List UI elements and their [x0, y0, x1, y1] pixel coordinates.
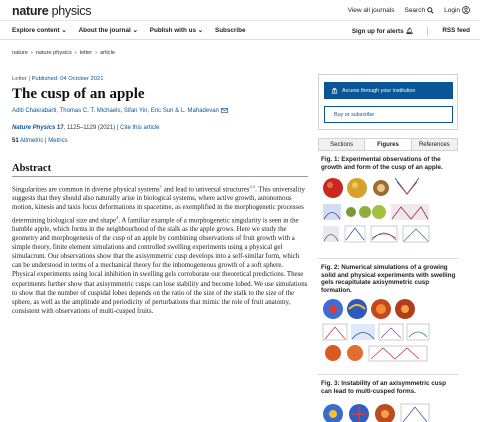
main-nav [0, 24, 480, 40]
institution-icon [331, 87, 338, 94]
abstract-heading: Abstract [12, 163, 52, 174]
bell-icon: 🔔︎ [405, 28, 414, 35]
published-date: Published: 04 October 2021 [31, 76, 104, 82]
article-meta: Letter | Published: 04 October 2021 [12, 76, 104, 82]
top-bar [0, 0, 480, 21]
chevron-right-icon: › [74, 50, 77, 56]
subscribe-link[interactable]: Subscribe [215, 27, 246, 34]
email-icon[interactable] [221, 108, 228, 113]
buy-subscribe-button[interactable]: Buy or subscribe [324, 106, 453, 123]
article-title: The cusp of an apple [12, 86, 145, 102]
site-logo[interactable]: nature physics [12, 4, 92, 18]
tab-figures[interactable]: Figures [365, 139, 411, 150]
sidebar-tabs [318, 138, 458, 151]
chevron-right-icon: › [95, 50, 98, 56]
chevron-down-icon: ⌄ [132, 27, 138, 34]
chevron-down-icon: ⌄ [61, 27, 67, 34]
sidebar [318, 74, 470, 422]
rss-link[interactable]: RSS feed [442, 27, 470, 34]
figure-2[interactable] [321, 264, 457, 363]
divider [427, 27, 428, 36]
divider [318, 374, 458, 375]
ref-link[interactable]: 2,3 [249, 184, 256, 189]
altmetric-link[interactable]: Altmetric [20, 138, 44, 144]
article-type: Letter [12, 76, 27, 82]
ref-link[interactable]: 1 [159, 184, 162, 189]
breadcrumb-nature[interactable]: nature [12, 50, 28, 56]
chevron-right-icon: › [30, 50, 33, 56]
view-all-journals-link[interactable]: View all journals [347, 6, 395, 14]
breadcrumb-article: article [100, 50, 115, 56]
figure-caption: Fig. 3: Instability of an axisymmetric cusp can lead to multi-cusped forms. [321, 380, 446, 395]
citation-line: Nature Physics 17, 1125–1129 (2021) | Cite this article [12, 125, 160, 131]
tab-sections[interactable]: Sections [319, 139, 365, 150]
author-list[interactable]: Aditi Chakrabarti, Thomas C. T. Michaels, Sifan Yin, Eric Sun & L. Mahadevan [12, 108, 228, 114]
figure-thumbnail[interactable] [321, 174, 433, 244]
access-institution-button[interactable]: Access through your institution [324, 82, 453, 99]
metrics-line: 51 Altmetric | Metrics [12, 138, 68, 144]
cite-article-link[interactable]: Cite this article [120, 125, 160, 131]
user-icon [462, 6, 470, 14]
divider [318, 258, 458, 259]
abstract-text: Singularities are common in diverse physical systems$^1$ and lead to universal structures$^{2,3}$. This universality suggests that they should also naturally arise in biological systems, where active growth, autonomous motion, kinesis and taxis focus deformations in spacetime, as exemplified in the morphogenetic processes determining biological size and shape$^4$. A familiar example of a morphogenetic singularity is seen in the humble apple, which forms in the neighbourhood of the stalk as the apple grows. Here we study the geometry and morphogenesis of the cusp of an apple by combining observations of fruit growth with a simple theory, finite element simulations and controlled swelling experiments using a physical gel simulacrum. Our observations show that the axisymmetric cusp develops into a self-similar form, which can be understood in terms of a mechanical theory for the inhomogeneous growth of a soft sphere. Physical experiments using local inhibition in swelling gels corroborate our theoretical predictions. These experiments further show that axisymmetric cusps can lose stability and become lobed. We use simulations to show that the number of cuspidal lobes depends on the ratio of the size of the stalk to the size of the sphere, as well as the amplitude and periodicity of perturbations that mimic the role of fruit anatomy, consistent with observations of multi-cusped fruits. [12, 184, 308, 315]
publish-menu[interactable]: Publish with us ⌄ [149, 27, 203, 34]
breadcrumb-nature-physics[interactable]: nature physics [35, 50, 72, 56]
access-box [318, 74, 458, 130]
login-link[interactable]: Login [444, 6, 470, 14]
ref-link[interactable]: 4 [116, 214, 119, 220]
figure-caption: Fig. 2: Numerical simulations of a growing solid and physical experiments with swelling gels recapitulate axisymmetric cusp formation. [321, 264, 456, 294]
volume: 17 [57, 125, 64, 131]
figure-thumbnail[interactable] [321, 297, 433, 363]
explore-content-menu[interactable]: Explore content ⌄ [12, 27, 67, 34]
top-links [348, 6, 470, 14]
figure-thumbnail[interactable] [321, 398, 433, 422]
divider [12, 176, 308, 177]
metrics-link[interactable]: Metrics [48, 138, 68, 144]
alerts-link[interactable]: Sign up for alerts 🔔︎ [351, 28, 414, 35]
figure-1[interactable] [321, 156, 457, 244]
search-icon [427, 7, 434, 14]
pages: , 1125–1129 (2021) [63, 125, 116, 131]
altmetric-count: 51 [12, 138, 19, 144]
chevron-down-icon: ⌄ [197, 27, 203, 34]
breadcrumb [12, 50, 115, 56]
tab-references[interactable]: References [412, 139, 457, 150]
figure-caption: Fig. 1: Experimental observations of the growth and form of the cusp of an apple. [321, 156, 443, 171]
breadcrumb-letter[interactable]: letter [79, 50, 93, 56]
journal-name: Nature Physics [12, 125, 56, 131]
search-link[interactable]: Search [404, 7, 434, 14]
about-journal-menu[interactable]: About the journal ⌄ [78, 27, 138, 34]
figure-3[interactable] [321, 380, 457, 422]
